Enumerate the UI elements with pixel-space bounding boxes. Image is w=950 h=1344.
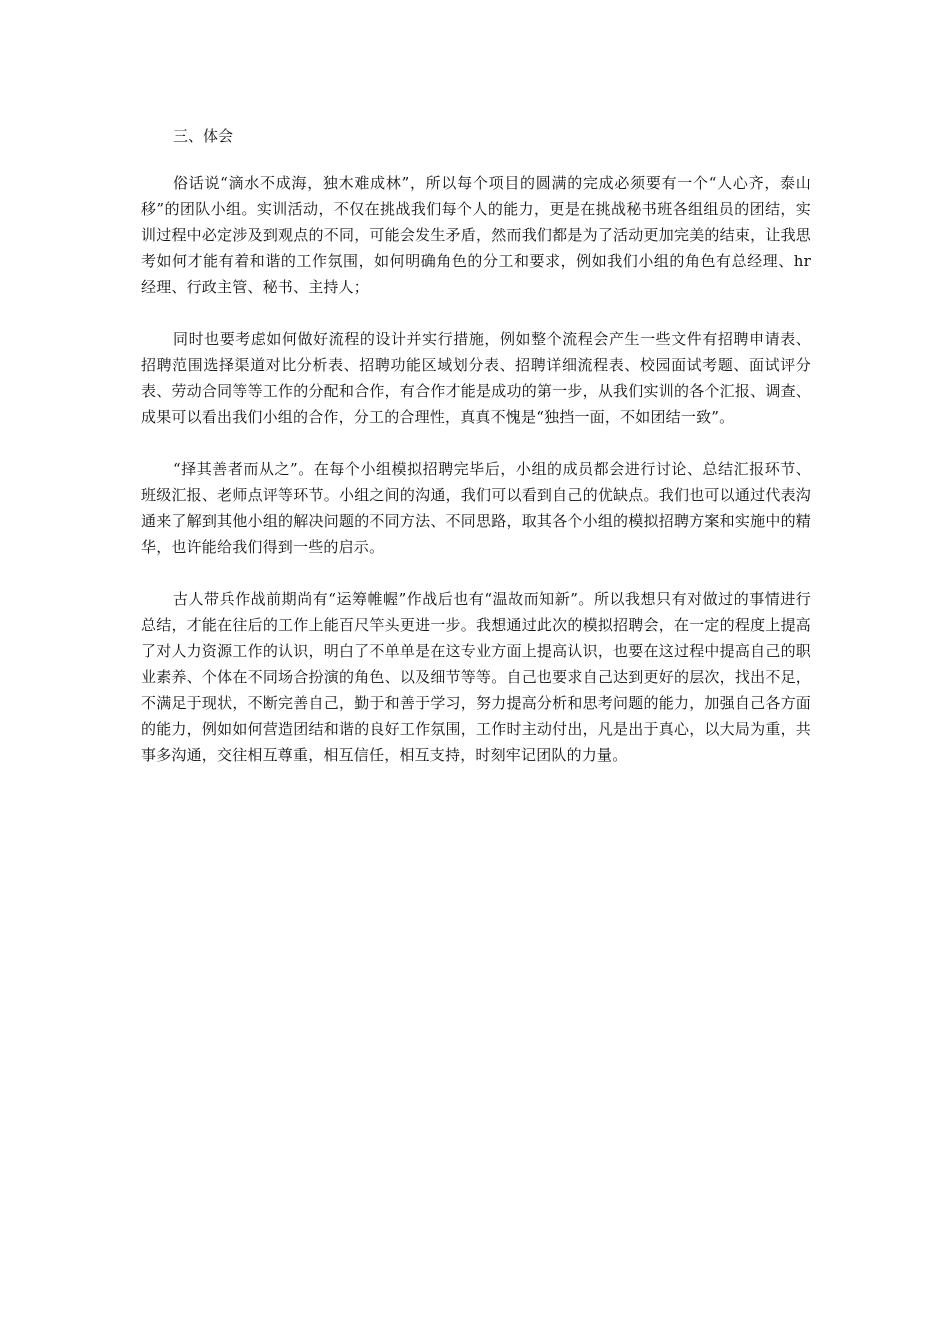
- section-heading: 三、体会: [173, 127, 234, 145]
- document-body: [141, 123, 811, 794]
- paragraph-1: 俗话说“滴水不成海，独木难成林”，所以每个项目的圆满的完成必须要有一个“人心齐，泰山移”的团队小组。实训活动，不仅在挑战我们每个人的能力，更是在挑战秘书班各组组员的团结，实训过程中必定涉及到观点的不同，可能会发生矛盾，然而我们都是为了活动更加完美的结束，让我思考如何才能有着和谐的工作氛围，如何明确角色的分工和要求，例如我们小组的角色有总经理、hr经理、行政主管、秘书、主持人；: [141, 174, 811, 296]
- paragraph-4: 古人带兵作战前期尚有“运筹帷幄”作战后也有“温故而知新”。所以我想只有对做过的事情进行总结，才能在往后的工作上能百尺竿头更进一步。我想通过此次的模拟招聘会，在一定的程度上提高了对人力资源工作的认识，明白了不单单是在这专业方面上提高认识，也要在这过程中提高自己的职业素养、个体在不同场合扮演的角色、以及细节等等。自己也要求自己达到更好的层次，找出不足，不满足于现状，不断完善自己，勤于和善于学习，努力提高分析和思考问题的能力，加强自己各方面的能力，例如如何营造团结和谐的良好工作氛围，工作时主动付出，凡是出于真心，以大局为重，共事多沟通，交往相互尊重，相互信任，相互支持，时刻牢记团队的力量。: [141, 590, 811, 764]
- paragraph-3: “择其善者而从之”。在每个小组模拟招聘完毕后，小组的成员都会进行讨论、总结汇报环节、班级汇报、老师点评等环节。小组之间的沟通，我们可以看到自己的优缺点。我们也可以通过代表沟通来了解到其他小组的解决问题的不同方法、不同思路，取其各个小组的模拟招聘方案和实施中的精华，也许能给我们得到一些的启示。: [141, 460, 811, 556]
- paragraph-2: 同时也要考虑如何做好流程的设计并实行措施，例如整个流程会产生一些文件有招聘申请表、招聘范围选择渠道对比分析表、招聘功能区域划分表、招聘详细流程表、校园面试考题、面试评分表、劳动合同等等工作的分配和合作，有合作才能是成功的第一步，从我们实训的各个汇报、调查、成果可以看出我们小组的合作，分工的合理性，真真不愧是“独挡一面，不如团结一致”。: [141, 330, 811, 426]
